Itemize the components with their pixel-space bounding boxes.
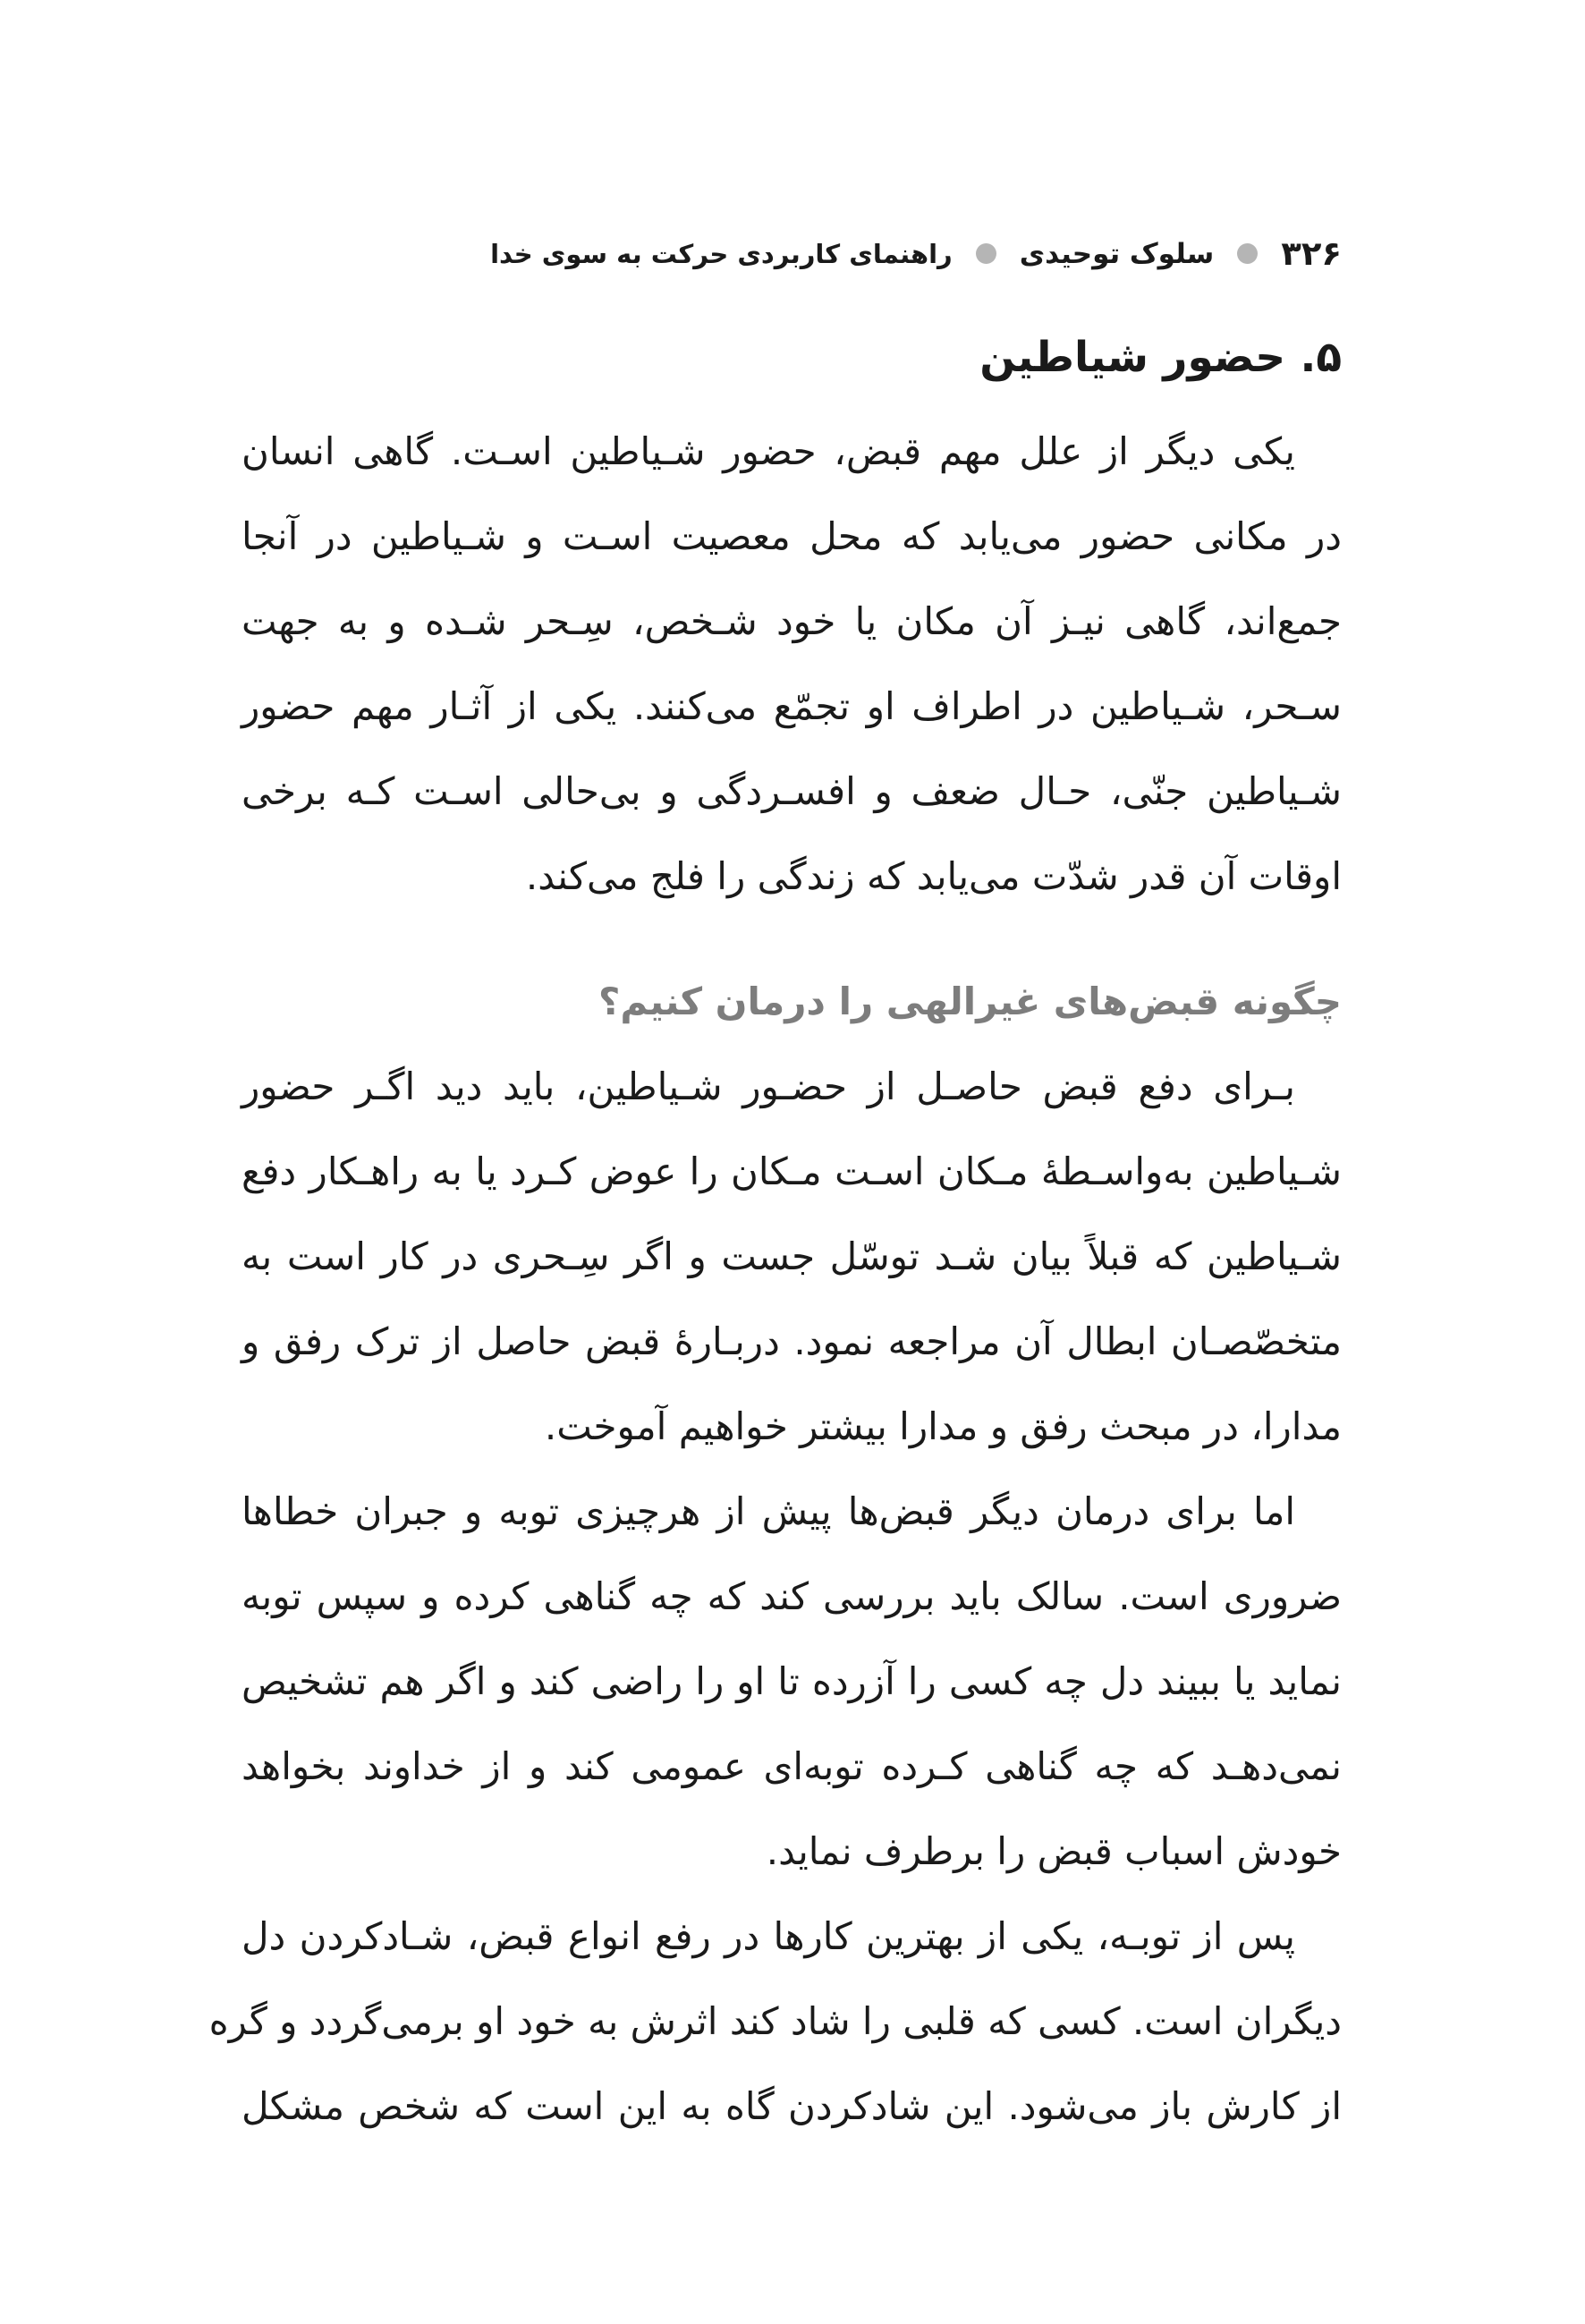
running-header — [490, 234, 1342, 273]
paragraph-1 — [242, 409, 1342, 919]
paragraph-2 — [242, 1044, 1342, 1469]
bullet-icon — [976, 243, 996, 264]
text-line: در مکانی حضور می‌یابد که محل معصیت اسـت و شـیاطین در آنجا — [242, 514, 1342, 558]
text-line: اما برای درمان دیگر قبض‌ها پیش از هرچیزی توبه و جبران خطاها — [242, 1489, 1295, 1533]
text-line: جمع‌اند، گاهی نیـز آن مکان یا خود شـخص، سِـحر شـده و به جهت — [242, 599, 1342, 643]
text-line: شـیاطین که قبلاً بیان شـد توسّل جست و اگر سِـحری در کار است به — [242, 1234, 1342, 1278]
section-heading: ۵. حضور شیاطین — [979, 333, 1342, 382]
text-line: خودش اسباب قبض را برطرف نماید. — [766, 1829, 1342, 1873]
text-line: پس از توبـه، یکی از بهترین کارها در رفع انواع قبض، شـادکردن دل — [242, 1914, 1295, 1958]
text-line: متخصّصـان ابطال آن مراجعه نمود. دربـارۀ قبض حاصل از ترک رفق و — [242, 1319, 1342, 1363]
text-line: مدارا، در مبحث رفق و مدارا بیشتر خواهیم آموخت. — [544, 1404, 1342, 1448]
text-line: نماید یا ببیند دل چه کسی را آزرده تا او را راضی کند و اگر هم تشخیص — [242, 1659, 1342, 1703]
text-line: بـرای دفع قبض حاصـل از حضـور شـیاطین، باید دید اگـر حضور — [242, 1064, 1295, 1108]
text-line: شـیاطین جنّی، حـال ضعف و افسـردگی و بی‌حالی اسـت کـه برخی — [242, 769, 1342, 813]
page-number: ۳۲۶ — [1281, 234, 1342, 273]
text-line: اوقات آن قدر شدّت می‌یابد که زندگی را فلج می‌کند. — [525, 854, 1342, 898]
text-line: سـحر، شـیاطین در اطراف او تجمّع می‌کنند. یکی از آثـار مهم حضور — [242, 684, 1342, 728]
book-subtitle: راهنمای کاربردی حرکت به سوی خدا — [490, 238, 953, 269]
text-line: یکی دیگر از علل مهم قبض، حضور شـیاطین اسـت. گاهی انسان — [242, 429, 1295, 473]
text-line: شـیاطین به‌واسـطۀ مـکان اسـت مـکان را عوض کـرد یا به راهـکار دفع — [242, 1149, 1342, 1193]
text-line: نمی‌دهـد که چه گناهی کـرده توبه‌ای عمومی کند و از خداوند بخواهد — [242, 1744, 1342, 1788]
bullet-icon — [1237, 243, 1258, 264]
book-title: سلوک توحیدی — [1019, 237, 1215, 270]
text-line: از کارش باز می‌شود. این شادکردن گاه به این است که شخص مشکل — [242, 2084, 1342, 2128]
sub-heading: چگونه قبض‌های غیرالهی را درمان کنیم؟ — [598, 980, 1342, 1023]
paragraph-3 — [242, 1469, 1342, 1894]
text-line: ضروری است. سالک باید بررسی کند که چه گناهی کرده و سپس توبه — [242, 1574, 1342, 1618]
paragraph-4 — [208, 1894, 1342, 2149]
text-line: دیگران است. کسی که قلبی را شاد کند اثرش به خود او برمی‌گردد و گره — [208, 1999, 1342, 2043]
